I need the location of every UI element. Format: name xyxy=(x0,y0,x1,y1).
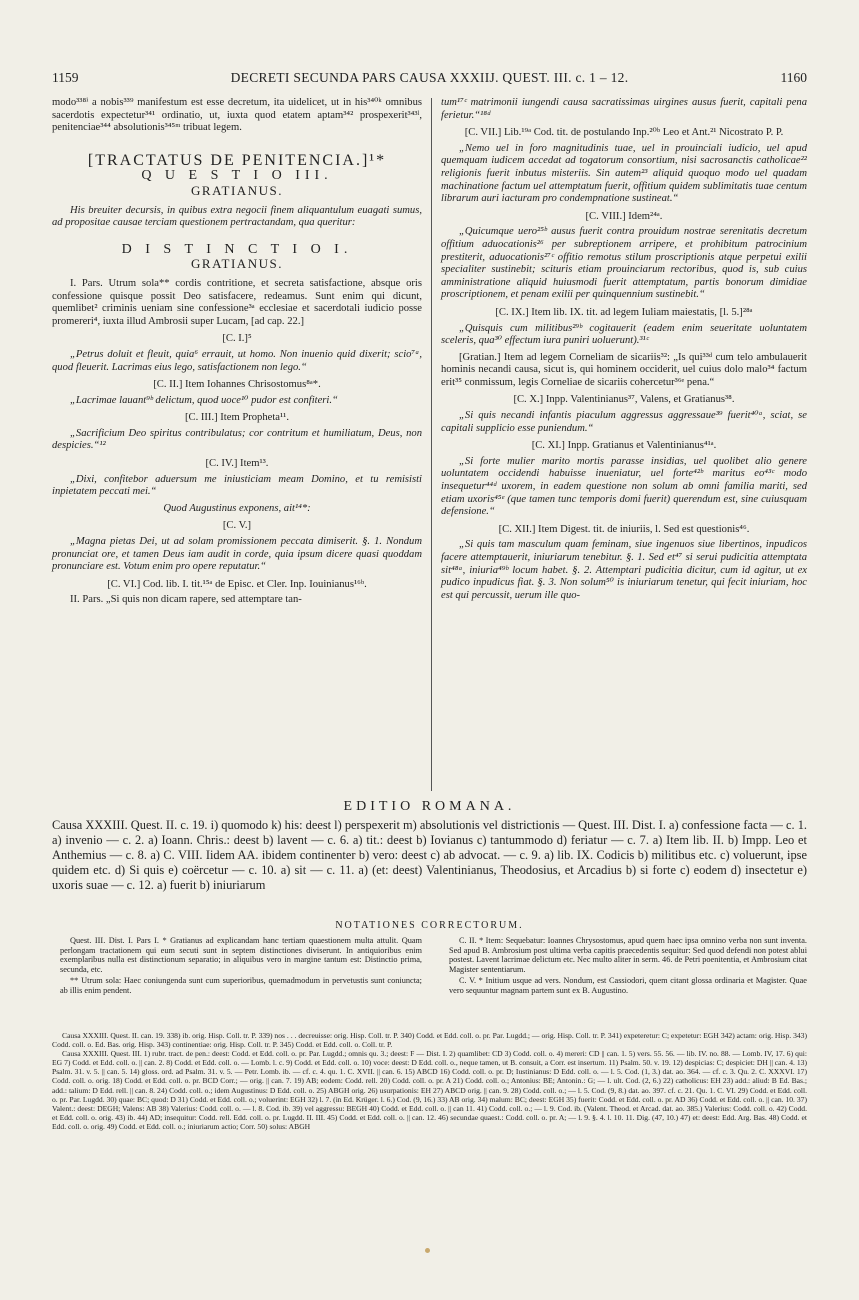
canon-10-ref: [C. X.] Inpp. Valentinianus³⁷, Valens, et Gratianus³⁸. xyxy=(513,394,735,406)
canon-4-ref: [C. IV.] Item¹³. xyxy=(205,458,269,470)
distinctio-heading: D I S T I N C T I O I. xyxy=(121,241,353,257)
canon-11-text: „Si forte mulier marito mortis parasse insidias, uel quolibet alio genere uoluntatem occidendi habuisse inueniatur, uel forte⁴²ᵇ maritus eo⁴³ᶜ modo insequetur⁴⁴ᵈ uxorem, in eadem questione non solum ab omni familia mariti, sed etiam uxoris⁴⁵ᵉ (que tamen tunc temporis domi fuerit) querendum est, sine cuiusquam defensione.“ xyxy=(441,455,807,518)
notationes-left xyxy=(60,936,422,997)
canon-7-text: „Nemo uel in foro magnitudinis tuae, uel in prouinciali iudicio, uel apud quemquam iudicem accedat ad togatorum consortium, nisi sacrosanctis catholicae²² religionis fuerit inbutus misteriis. Sin autem²³ aliquid quoquo modo uel quadam machinatione factum uel attemptatum fuerit, offitium quidem sublimitatis tuae centum librarum auri iacturam pro condempnatione sustineat.“ xyxy=(441,142,807,205)
canon-11-ref: [C. XI.] Inpp. Gratianus et Valentinianus⁴¹ᵃ. xyxy=(531,440,717,452)
canon-8-ref: [C. VIII.] Idem²⁴ᵃ. xyxy=(585,210,663,222)
canon-1-ref: [C. I.]⁵ xyxy=(222,333,252,345)
gratianus-heading-2: GRATIANUS. xyxy=(191,256,283,272)
notation-paragraph: Quest. III. Dist. I. Pars I. * Gratianus ad explicandam hanc tertiam quaestionem multa attulit. Quam perlongam tractationem qui eum secuti sunt in septem distinctiones diviserunt. In antiquioribus enim exemplaribus nulla est distinctionum separatio; in aliquibus vero in margine tantum est: Distinctio prima, secunda, etc. xyxy=(60,936,422,974)
canon-8-text: „Quicumque uero²⁵ᵇ ausus fuerit contra prouidum nostrae serenitatis decretum offitium aduocationis²⁶ per subreptionem arripere, et prohibitum patrocinium prestiterit, aduocationis²⁷ᶜ offitio remotus stilum proscriptionis atque perpetui exilii specialiter sustinebit; scituris etiam prouinciarum rectoribus, quod is, sub cuius amministratione aliquid huiusmodi fuerit attemptatum, partis bonorum dimidiae proscriptionem, et penam exilii per quinquennium sustinebit.“ xyxy=(441,226,807,301)
gratianus-heading: GRATIANUS. xyxy=(191,182,283,198)
canon-12-text: „Si quis tam masculum quam feminam, siue ingenuos siue libertinos, inpudicos facere attemptauerit, iniuriarum tenebitur. §. 1. Sed et⁴⁷ si serui pudicitia attemptata sit⁴⁸ᵃ, iniuria⁴⁹ᵇ locum habet. §. 2. Attemptari pudicitia dicitur, cum id agitur, ut ex pudico inpudicus fiat. §. 3. Non solum⁵⁰ is iniuriarum tenetur, qui fecit iniuriam, hoc est qui percussit, uerum ille quo- xyxy=(441,539,807,601)
left-column xyxy=(52,97,422,611)
continuation-text: tum¹⁷ᶜ matrimonii iungendi causa sacratissimas uirgines ausus fuerit, capitali pena ferietur.“¹⁸ᵈ xyxy=(441,97,807,121)
canon-9-text: „Quisquis cum militibus²⁹ᵇ cogitauerit (eadem enim seueritate uoluntatem sceleris, qua³⁰ effectum iura puniri uoluerunt).³¹ᶜ xyxy=(441,322,807,347)
pars-two: II. Pars. „Si quis non dicam rapere, sed attemptare tan- xyxy=(70,594,302,606)
critical-apparatus xyxy=(52,1031,807,1131)
canon-7-ref: [C. VII.] Lib.¹⁹ᵃ Cod. tit. de postulando Inp.²⁰ᵇ Leo et Ant.²¹ Nicostrato P. P. xyxy=(464,127,784,139)
notation-paragraph: C. II. * Item: Sequebatur: Ioannes Chrysostomus, apud quem haec ipsa omnino verba non sunt inventa. Sed apud B. Ambrosium post ultima verba capitis praecedentis sequitur: Sed quod defendi non potest ablui postest. Lavent lacrimae delictum etc. Nec multo aliter in serm. 46. de Petri poenitentia, et Ambrosium citat Magister sententiarum. xyxy=(449,936,807,974)
canon-2-text: „Lacrimae lauant⁹ᵇ delictum, quod uoce¹⁰ pudor est confiteri.“ xyxy=(70,394,338,406)
running-title: DECRETI SECUNDA PARS CAUSA XXXIIJ. QUEST. III. c. 1 – 12. xyxy=(230,70,629,85)
canon-1-text: „Petrus doluit et fleuit, quia⁶ errauit, ut homo. Non inuenio quid dixerit; scio⁷ᵃ, quod fleuerit. Lacrimas eius lego, satisfactionem non lego.“ xyxy=(52,348,422,373)
canon-10-text: „Si quis necandi infantis piaculum aggressus aggressaue³⁹ fuerit⁴⁰ᵃ, sciat, se capitali supplicio esse puniendum.“ xyxy=(441,410,807,434)
intro-paragraph: modo³³⁸ⁱ a nobis³³⁹ manifestum est esse decretum, ita uidelicet, ut in his³⁴⁰ᵏ omnibus sacerdotis expectetur³⁴¹ ordinatio, ut, iuxta quod etatem aptam³⁴² prospexerit³⁴³ˡ, penitenciae³⁴⁴ absolutionis³⁴⁵ᵐ tribuat legem. xyxy=(52,97,422,134)
canon-6-ref: [C. VI.] Cod. lib. I. tit.¹⁵ᵃ de Episc. et Cler. Inp. Iouinianus¹⁶ᵇ. xyxy=(107,578,367,590)
apparatus-paragraph: Causa XXXIII. Quest. III. 1) rubr. tract. de pen.: deest: Codd. et Edd. coll. o. pr. Par. Lugdd.; omnis qu. 3.; deest: F — Dist. I. 2) quamlibet: CD 3) Codd. coll. o. 4) mereri: CD || can. 1. 5) vers. 55. 56. — lib. IV. no. 88. — Lomb. IV, 17. 6) qui: EG 7) Codd. et Edd. coll. o. || can. 2. 8) Codd. et Edd. coll. o. — Lomb. l. c. 9) Codd. et Edd. coll. o. 10) voce: deest: D Edd. coll. o., neque tamen, ut B. consuit, a Corr. est insertum. 11) Psalm. 50. v. 19. 12) despicias: C; despiciet: DH || can. 4. 13) Psalm. 31. v. 5. || can. 5. 14) gloss. ord. ad Psalm. 31. v. 5. — Petr. Lomb. ib. — cf. c. 4. qu. 1. C. XVII. || can. 6. 15) ABCD 16) Codd. coll. o. pr. D; Iustinianus: D Edd. coll. o. — l. 5. Cod. (1, 3.) dat. ao. 364. — cf. c. 3. Qu. 2. C. XXXVI. 17) Codd. coll. o. orig. 18) Codd. et Edd. coll. o. pr. BCD Corr.; — orig. || can. 7. 19) AB; eodem: Codd. rell. 20) Codd. coll. o. pr. A 21) Codd. coll. o.; Antonius: BE; Antonin.: G; — l. ult. Cod. (2, 6.) 22) catholicus: EH 23) add.: aliud: B Ed. Bas.; add.: talium: D Edd. rell. || can. 8. 24) Codd. coll. o.; idem Augustinus: D Edd. coll. o. 25) ABGH orig. 26) usurpationis: EH 27) ABCD orig. || can. 9. 28) Codd. coll. o.; — l. 5. Cod. (9, 8.) dat. ao. 397. cf. c. 21. Qu. 1. C. VI. 29) Codd. et Edd. coll. o. pr. Par. Lugdd. 30) quae: BC; quod: D 31) Codd. et Edd. coll. o.; voluerint: EGH 32) l. 7. (in Ed. Krüger. l. 6.) Cod. (9, 16.) 33) AB orig. 34) malum: BC; deest: EGH 35) fuerit: Codd. et Edd. coll. o. pr. AD 36) Codd. et Edd. coll. o. || can. 10. 37) Valent.: deest: DEGH; Valens: AB 38) Valerius: Codd. coll. o. — l. 8. Cod. ib. 39) vel aggressu: BEGH 40) Codd. et Edd. coll. o. || can 11. 41) Codd. coll. o.; — l. 9. Cod. ib. (Valent. Theod. et Arcad. dat. ao. 385.) Valerius: Codd. coll. o. 42) Codd. et Edd. coll. o. orig. 43) ib. 44) AD; insequitur: Codd. rell. Edd. coll. o. pr. Lugdd. II. III. 45) Codd. et Edd. coll. o. || can. 12. 46) secundae quaest.: Codd. coll. o. pr. A; — l. 9. §. 4. l. 10. 11. Dig. (47, 10.) 47) et: deest: Edd. Arg. Bas. 48) Codd. et Edd. coll. o. orig. 49) Codd. et Edd. coll. o.; iniuriarum actio; Corr. 50) solus: ABGH xyxy=(52,1049,807,1131)
notation-paragraph: ** Utrum sola: Haec coniungenda sunt cum superioribus, quemadmodum in pervetustis sunt coniuncta; ab illis enim pendent. xyxy=(60,976,422,995)
canon-4-text: „Dixi, confitebor aduersum me iniusticiam meam Domino, et tu remisisti inpietatem peccati mei.“ xyxy=(52,473,422,498)
notationes-right xyxy=(449,936,807,997)
running-header xyxy=(52,70,807,90)
questio-heading: Q U E S T I O III. xyxy=(141,168,333,184)
canon-5-ref: [C. V.] xyxy=(222,520,252,532)
canon-3-text: „Sacrificium Deo spiritus contribulatus; cor contritum et humiliatum, Deus, non despicies.“¹² xyxy=(52,427,422,452)
notation-paragraph: C. V. * Initium usque ad vers. Nondum, est Cassiodori, quem citant glossa ordinaria et Magister. Quae vero sequuntur magnam partem sunt ex B. Augustino. xyxy=(449,976,807,995)
editio-romana-heading: EDITIO ROMANA. xyxy=(343,799,516,814)
canon-9-ref: [C. IX.] Item lib. IX. tit. ad legem Iuliam maiestatis, [l. 5.]²⁸ᵃ xyxy=(495,306,753,318)
pars-one: I. Pars. Utrum sola** cordis contritione, et secreta satisfactione, absque oris confessione quisque possit Deo satisfacere, redeamus. Sunt enim qui dicunt, quemlibet² criminis ueniam sine confessione³ᵃ ecclesiae et sacerdotali iudicio posse promereri⁴, iuxta illud Ambrosii super Lucam, [ad cap. 22.] xyxy=(52,277,422,327)
apparatus-paragraph: Causa XXXIII. Quest. II. can. 19. 338) ib. orig. Hisp. Coll. tr. P. 339) nos . . . decreuisse: orig. Hisp. Coll. tr. P. 340) Codd. et Edd. coll. o. pr. Par. Lugdd.; — orig. Hisp. Coll. tr. P. 341) expeteretur: C; expetetur: EGH 342) actam: orig. Hisp. 343) Codd. coll. o. Ed. Bas. orig. Hisp. 343) continentiae: orig. Hisp. Coll. tr. P. 345) Codd. et Edd. coll. o. Coll. tr. P. xyxy=(52,1031,807,1050)
notationes-heading: NOTATIONES CORRECTORUM. xyxy=(335,920,524,931)
tractatus-heading: [TRACTATUS DE PENITENCIA.]¹* xyxy=(87,151,387,169)
right-page-number: 1160 xyxy=(780,70,807,85)
page-mark-dot xyxy=(425,1248,430,1253)
right-column xyxy=(441,97,807,606)
augustine-line: Quod Augustinus exponens, ait¹⁴*: xyxy=(163,502,311,514)
canon-2-ref: [C. II.] Item Iohannes Chrisostomus⁸ᵃ*. xyxy=(153,379,321,391)
canon-12-ref: [C. XII.] Item Digest. tit. de iniuriis, l. Sed est questionis⁴⁶. xyxy=(498,523,750,535)
left-page-number: 1159 xyxy=(52,70,79,85)
editio-romana-text: Causa XXXIII. Quest. II. c. 19. i) quomodo k) his: deest l) perspexerit m) absolutionis vel districtionis — Quest. III. Dist. I. a) confessione facta — c. 1. a) invenio — c. 2. a) Ioann. Chris.: deest b) lavent — c. 6. a) tit.: deest b) Iovianus c) tantummodo d) feriatur — c. 7. a) Item lib. II. b) Impp. Leo et Anthemius — c. 8. a) C. VIII. Iidem AA. ibidem continenter b) vero: deest c) ab advocat. — c. 9. a) lib. IX. Codicis b) militibus etc. c) voluerunt, ipse quidem etc. d) Si quis e) coërcetur — c. 10. a) sit — c. 11. a) (et: deest) Valentinianus, Theodosius, et Arcadius b) si forte c) eodem d) insectetur e) uxoris suae — c. 12. a) fuerit b) iniuriarum xyxy=(52,818,807,892)
column-divider xyxy=(431,98,432,791)
canon-9-gratian: [Gratian.] Item ad legem Corneliam de sicariis³²: „Is qui³³ᵈ cum telo ambulauerit hominis necandi causa, sicut is, qui hominem occiderit, uel cuius dolo malo³⁴ factum erit³⁵ conmissum, legis Corneliae de sicariis cohercetur³⁶ᵉ pena.“ xyxy=(441,351,807,388)
canon-5-text: „Magna pietas Dei, ut ad solam promissionem peccata dimiserit. §. 1. Nondum pronunciat ore, et tamen Deus iam audit in corde, quia ipsum dicere quasi quoddam pronunciare est. Votum enim pro opere reputatur.“ xyxy=(52,536,422,573)
canon-3-ref: [C. III.] Item Propheta¹¹. xyxy=(184,412,290,424)
question-intro: His breuiter decursis, in quibus extra negocii finem aliquantulum euagati sumus, ad propositae causae terciam questionem pertractandam, qua queritur: xyxy=(52,204,422,229)
